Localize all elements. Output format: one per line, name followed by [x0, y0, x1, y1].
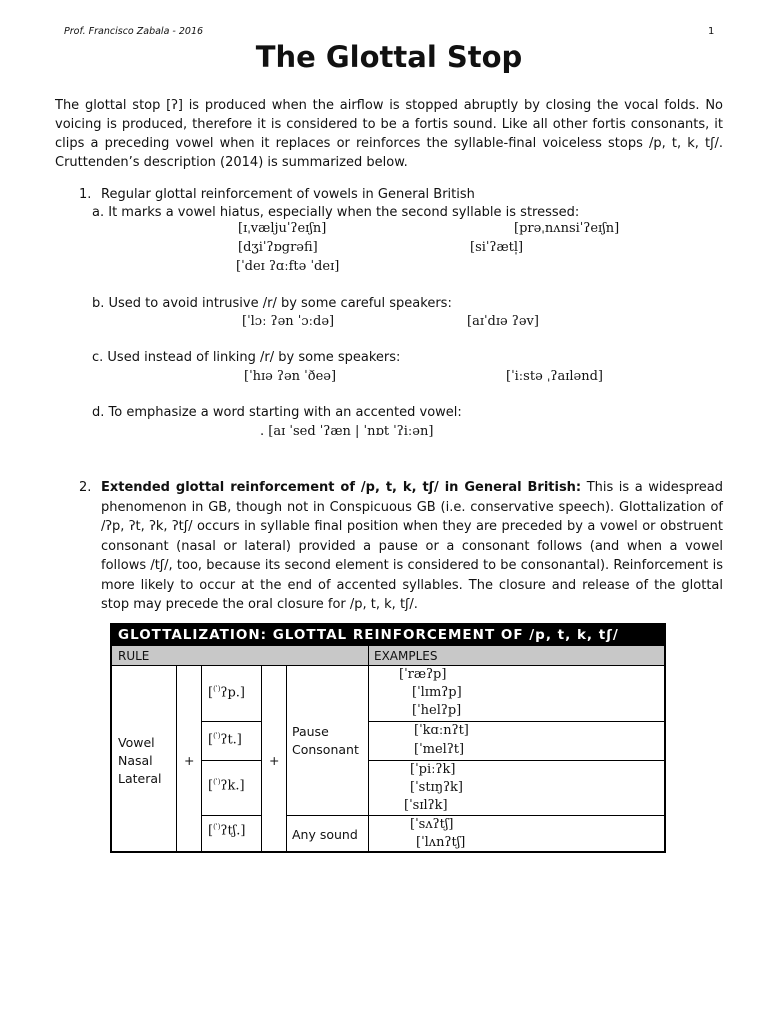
left-line: Nasal: [118, 753, 153, 768]
column-header-rule: RULE: [112, 646, 368, 666]
bracket: [: [208, 823, 214, 839]
intro-paragraph: The glottal stop [ʔ] is produced when the airflow is stopped abruptly by closing the vocal folds. No voicing is produced, therefore it is considered to be a fortis sound. Like all other fortis consonants, it clips a preceding vowel when it replaces or reinforces the syllable-final voiceless stops /p, t, k, tʃ/. Cruttenden’s description (2014) is summarized below.: [55, 98, 723, 170]
item-c-example: [ˈhɪə ʔən ˈðeə]: [244, 369, 337, 384]
item-a-example: [dʒiˈʔɒgrəfi]: [238, 240, 318, 255]
stress-mark: (ˈ): [213, 685, 221, 693]
table-divider: [286, 815, 368, 816]
item-a-example: [siˈʔætl̩]: [470, 240, 524, 255]
section-2-body: [101, 478, 723, 615]
page-number: 1: [708, 26, 715, 37]
bracket: [: [208, 685, 214, 701]
page-title: The Glottal Stop: [255, 40, 523, 74]
section-1-title: Regular glottal reinforcement of vowels in General British: [101, 187, 475, 202]
context-consonant: Consonant: [292, 742, 359, 757]
example-word: [ˈsʌʔtʃ]: [410, 817, 454, 832]
stop-label: ʔtʃ.]: [220, 823, 246, 839]
table-divider: [201, 815, 261, 816]
example-word: [ˈmelʔt]: [414, 742, 465, 757]
stop-k: [208, 778, 245, 793]
bracket: [: [208, 732, 214, 748]
item-b-example: [aɪˈdɪə ʔəv]: [467, 314, 539, 329]
left-line: Lateral: [118, 771, 162, 786]
section-2-heading: Extended glottal reinforcement of /p, t, k, tʃ/ in General British:: [101, 480, 582, 495]
example-word: [ˈsɪlʔk]: [404, 798, 448, 813]
section-2-number: 2.: [79, 480, 92, 495]
stress-mark: (ˈ): [213, 823, 221, 831]
example-word: [ˈstɪŋʔk]: [410, 780, 463, 795]
example-word: [ˈlɪmʔp]: [412, 685, 462, 700]
plus-sign: +: [269, 753, 280, 768]
stop-p: [208, 685, 245, 700]
stop-label: ʔt.]: [220, 732, 242, 748]
section-2-text: This is a widespread phenomenon in GB, though not in Conspicuous GB (i.e. conservative speech). Glottalization of /ʔp, ʔt, ʔk, ʔtʃ/ occurs in syllable final position when they are preceded by a vowel or obstruent consonant (nasal or lateral) provided a pause or a consonant follows (and when a vowel follows /tʃ/, too, because its second element is considered to be consonantal). Reinforcement is more likely to occur at the end of accented syllables. The closure and release of the glottal stop may precede the oral closure for /p, t, k, tʃ/.: [101, 480, 724, 612]
item-b-label: b. Used to avoid intrusive /r/ by some careful speakers:: [92, 296, 452, 311]
column-header-examples: EXAMPLES: [368, 646, 664, 666]
example-word: [ˈlʌnʔtʃ]: [416, 835, 466, 850]
header-author: Prof. Francisco Zabala - 2016: [64, 26, 204, 37]
table-divider: [201, 760, 261, 761]
rule-context-left: [118, 734, 162, 788]
table-divider: [368, 815, 664, 816]
stress-mark: (ˈ): [213, 778, 221, 786]
bracket: [: [208, 778, 214, 794]
example-word: [ˈkɑːnʔt]: [414, 723, 469, 738]
item-a-example: [prəˌnʌnsiˈʔeɪʃn]: [514, 221, 620, 236]
stop-label: ʔk.]: [220, 778, 245, 794]
section-1-heading: [79, 187, 475, 202]
item-d-label: d. To emphasize a word starting with an accented vowel:: [92, 405, 462, 420]
item-c-label: c. Used instead of linking /r/ by some speakers:: [92, 350, 401, 365]
table-divider: [368, 721, 664, 722]
item-c-example: [ˈiːstə ˌʔaɪlənd]: [506, 369, 603, 384]
item-a-example: [ɪˌvæljuˈʔeɪʃn]: [238, 221, 327, 236]
section-1-number: 1.: [79, 187, 92, 202]
table-divider: [201, 721, 261, 722]
item-a-example: [ˈdeɪ ʔɑːftə ˈdeɪ]: [236, 259, 340, 274]
glottalization-table: [110, 623, 666, 853]
stop-tsh: [208, 823, 245, 838]
context-any-sound: Any sound: [292, 827, 358, 842]
left-line: Vowel: [118, 735, 155, 750]
context-pause: Pause: [292, 724, 329, 739]
stop-label: ʔp.]: [220, 685, 245, 701]
table-divider: [201, 666, 202, 851]
section-2: [79, 478, 723, 615]
table-divider: [176, 666, 177, 851]
stop-t: [208, 732, 242, 747]
stress-mark: (ˈ): [213, 732, 221, 740]
table-divider: [368, 760, 664, 761]
example-word: [ˈpiːʔk]: [410, 762, 456, 777]
item-b-example: [ˈlɔː ʔən ˈɔːdə]: [242, 314, 335, 329]
table-title: GLOTTALIZATION: GLOTTAL REINFORCEMENT OF /p, t, k, tʃ/: [112, 625, 664, 646]
table-divider: [368, 666, 369, 851]
example-word: [ˈhelʔp]: [412, 703, 462, 718]
plus-sign: +: [184, 753, 195, 768]
example-word: [ˈræʔp]: [399, 667, 447, 682]
item-a-label: a. It marks a vowel hiatus, especially when the second syllable is stressed:: [92, 205, 580, 220]
table-divider: [286, 666, 287, 851]
table-divider: [261, 666, 262, 851]
item-d-example: . [aɪ ˈsed ˈʔæn | ˈnɒt ˈʔiːən]: [260, 424, 434, 439]
